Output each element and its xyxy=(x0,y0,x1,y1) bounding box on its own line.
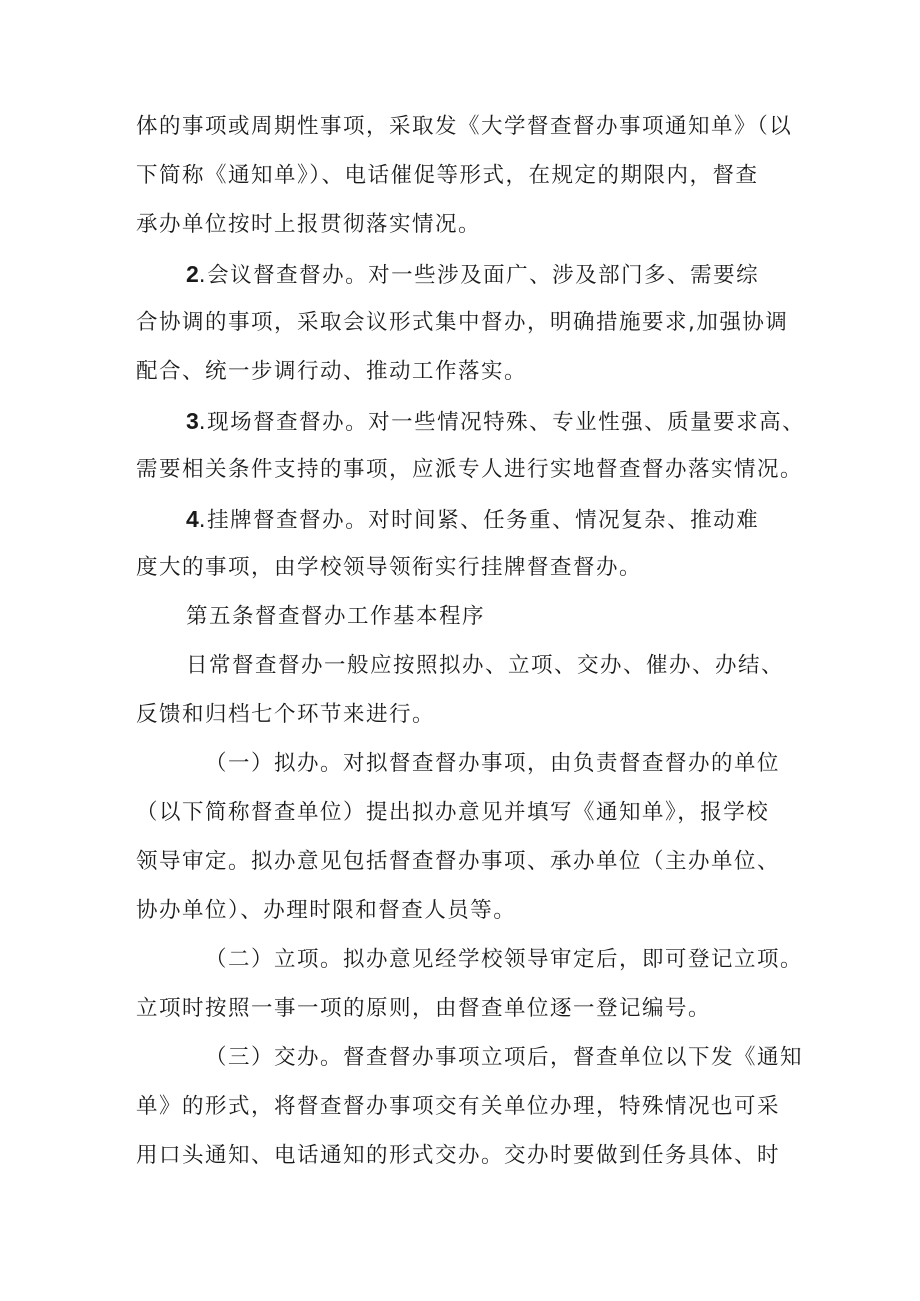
item-number: 4 xyxy=(186,506,199,532)
text-line: 单》的形式，将督查督办事项交有关单位办理，特殊情况也可采 xyxy=(136,1094,781,1119)
text-line: 协办单位）、办理时限和督查人员等。 xyxy=(136,898,517,923)
text-line: 度大的事项，由学校领导领衔实行挂牌督查督办。 xyxy=(136,555,643,580)
text-line xyxy=(186,256,920,292)
text-line: 用口头通知、电话通知的形式交办。交办时要做到任务具体、时 xyxy=(136,1143,781,1168)
text-line: （三）交办。督查督办事项立项后，督查单位以下发《通知 xyxy=(205,1045,804,1070)
text-line: 配合、统一步调行动、推动工作落实。 xyxy=(136,359,528,384)
text-line: （二）立项。拟办意见经学校领导审定后，即可登记立项。 xyxy=(205,947,804,972)
text-line: 立项时按照一事一项的原则，由督查单位逐一登记编号。 xyxy=(136,996,712,1021)
item-number: 3 xyxy=(186,408,199,434)
text-line: （以下简称督查单位）提出拟办意见并填写《通知单》，报学校 xyxy=(136,800,770,825)
text-line: 反馈和归档七个环节来进行。 xyxy=(136,702,436,727)
text-line xyxy=(186,501,920,537)
text-line: 需要相关条件支持的事项，应派专人进行实地督查督办落实情况。 xyxy=(136,457,804,482)
item-number: 2 xyxy=(186,261,199,287)
text-line: 下简称《通知单》）、电话催促等形式，在规定的期限内，督查 xyxy=(136,163,759,188)
text-line: 日常督查督办一般应按照拟办、立项、交办、催办、办结、 xyxy=(186,653,785,678)
section-heading: 第五条督查督办工作基本程序 xyxy=(186,604,486,629)
item-text: .会议督查督办。对一些涉及面广、涉及部门多、需要综 xyxy=(198,263,760,288)
item-text: .挂牌督查督办。对时间紧、任务重、情况复杂、推动难 xyxy=(198,508,760,533)
text-line: 领导审定。拟办意见包括督查督办事项、承办单位（主办单位、 xyxy=(136,849,781,874)
item-text: .现场督查督办。对一些情况特殊、专业性强、质量要求高、 xyxy=(198,410,806,435)
text-line: 合协调的事项，采取会议形式集中督办，明确措施要求,加强协调 xyxy=(136,310,789,335)
text-line: （一）拟办。对拟督查督办事项，由负责督查督办的单位 xyxy=(205,751,781,776)
text-line: 体的事项或周期性事项，采取发《大学督查督办事项通知单》（以 xyxy=(136,114,793,139)
text-line xyxy=(186,403,920,439)
text-line: 承办单位按时上报贯彻落实情况。 xyxy=(136,212,482,237)
